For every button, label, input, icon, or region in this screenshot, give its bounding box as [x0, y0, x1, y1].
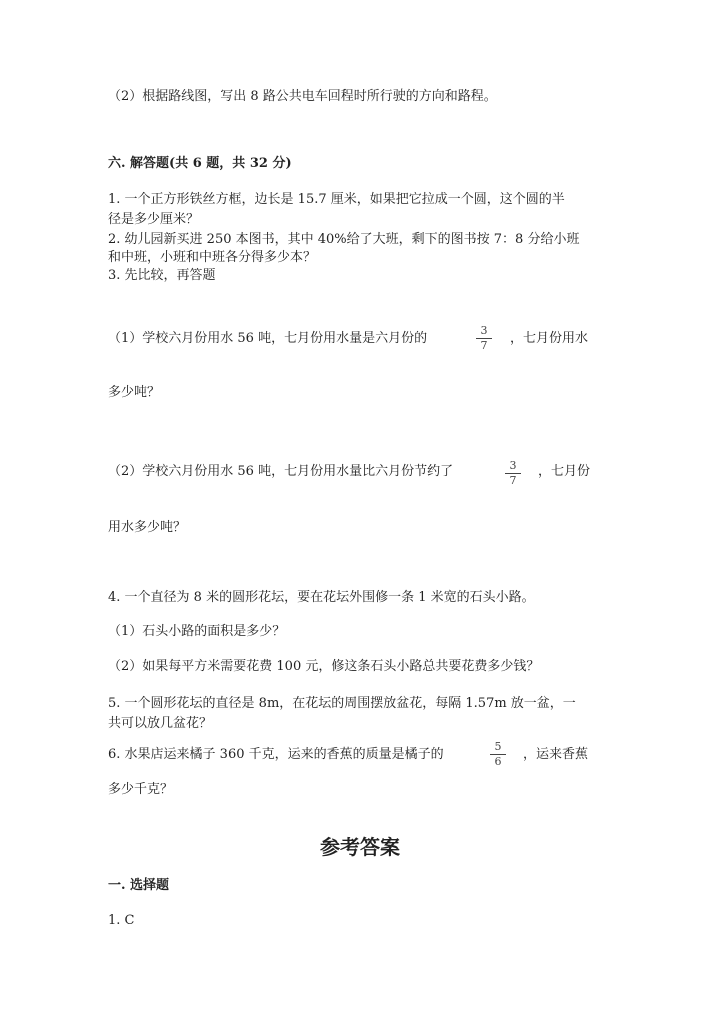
fraction-numerator: 3 — [476, 325, 492, 339]
answer-key-title: 参考答案 — [320, 835, 400, 859]
question-6-text-end: 多少千克？ — [108, 782, 174, 797]
question-5-line1: 5. 一个圆形花坛的直径是 8m，在花坛的周围摆放盆花，每隔 1.57m 放一盆，一 — [108, 696, 576, 711]
question-2-line1: 2. 幼儿园新买进 250 本图书，其中 40%给了大班，剩下的图书按 7：8 分给小班 — [108, 232, 580, 247]
fraction-3-7-second — [505, 460, 521, 487]
answer-1: 1. C — [108, 913, 135, 928]
fraction-denominator: 6 — [494, 755, 502, 768]
question-3-1-text-end: 多少吨？ — [108, 385, 161, 400]
fraction-5-6 — [490, 741, 506, 768]
question-3-2-text: （2）学校六月份用水 56 吨，七月份用水量比六月份节约了 — [108, 464, 454, 479]
question-6-text-tail: ，运来香蕉 — [523, 747, 589, 762]
answer-section-choice: 一. 选择题 — [108, 878, 170, 893]
question-1-line1: 1. 一个正方形铁丝方框，边长是 15.7 厘米，如果把它拉成一个圆，这个圆的半 — [108, 192, 565, 207]
question-3-2-text-tail: ，七月份 — [538, 464, 591, 479]
question-route-direction: （2）根据路线图，写出 8 路公共电车回程时所行驶的方向和路程。 — [108, 89, 497, 104]
question-5-line2: 共可以放几盆花？ — [108, 716, 213, 731]
fraction-3-7-first — [476, 325, 492, 352]
fraction-numerator: 5 — [490, 741, 506, 755]
fraction-numerator: 3 — [505, 460, 521, 474]
fraction-denominator: 7 — [480, 339, 488, 352]
question-4-2: （2）如果每平方米需要花费 100 元，修这条石头小路总共要花费多少钱？ — [108, 659, 540, 674]
question-6-text: 6. 水果店运来橘子 360 千克，运来的香蕉的质量是橘子的 — [108, 747, 444, 762]
question-1-line2: 径是多少厘米？ — [108, 212, 200, 227]
question-4-1: （1）石头小路的面积是多少？ — [108, 624, 286, 639]
fraction-denominator: 7 — [509, 474, 517, 487]
question-3-1-text-tail: ，七月份用水 — [510, 331, 589, 346]
question-4: 4. 一个直径为 8 米的圆形花坛，要在花坛外围修一条 1 米宽的石头小路。 — [108, 590, 535, 605]
question-2-line2: 和中班，小班和中班各分得多少本？ — [108, 250, 317, 265]
question-3-2-text-end: 用水多少吨？ — [108, 520, 187, 535]
question-3-1-text: （1）学校六月份用水 56 吨，七月份用水量是六月份的 — [108, 331, 428, 346]
question-3-heading: 3. 先比较，再答题 — [108, 268, 216, 283]
section-heading-solve: 六. 解答题(共 6 题，共 32 分) — [108, 156, 292, 171]
